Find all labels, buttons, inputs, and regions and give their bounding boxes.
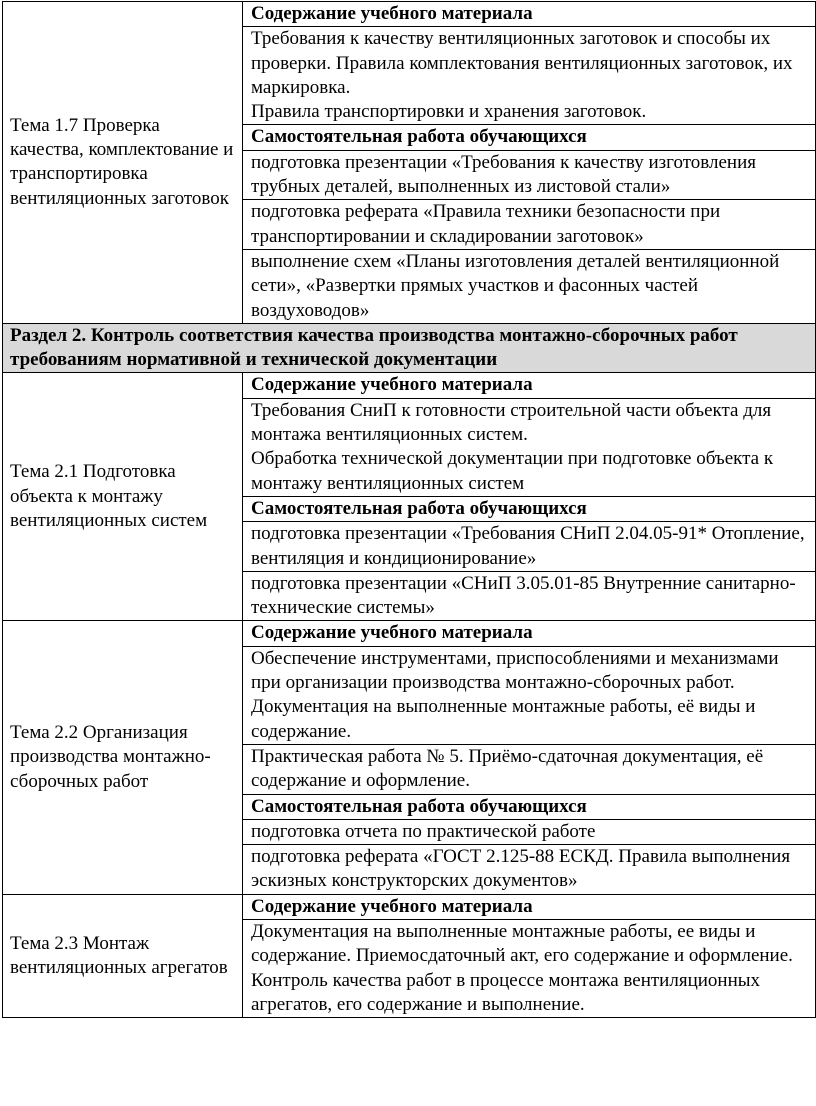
- content-paragraph: подготовка отчета по практической работе: [251, 820, 596, 842]
- content-paragraph: Требования СниП к готовности строительной части объекта для монтажа вентиляционных систем.: [251, 399, 772, 446]
- curriculum-table: [2, 1, 816, 1018]
- content-paragraph: Обработка технической документации при подготовке объекта к монтажу вентиляционных систем: [251, 448, 774, 494]
- section-title: Раздел 2. Контроль соответствия качества производства монтажно-сборочных работ требованиям нормативной и технической документации: [3, 323, 816, 373]
- content-text-cell: [243, 919, 816, 1017]
- content-paragraph: подготовка презентации «СНиП 3.05.01-85 Внутренние санитарно-технические системы»: [251, 572, 796, 619]
- topic-title: Тема 2.1 Подготовка объекта к монтажу вентиляционных систем: [3, 373, 243, 621]
- content-text-cell: [243, 646, 816, 744]
- content-header-cell: [243, 794, 816, 819]
- content-text-cell: [243, 819, 816, 844]
- content-header: Содержание учебного материала: [251, 3, 533, 24]
- content-paragraph: подготовка презентации «Требования к качеству изготовления трубных деталей, выполненных из листовой стали»: [251, 151, 757, 198]
- topic-content-row: [3, 373, 816, 398]
- topic-content-row: [3, 621, 816, 646]
- content-paragraph: Документация на выполненные монтажные работы, ее виды и содержание. Приемосдаточный акт, его содержание и оформление.: [251, 920, 793, 967]
- topic-title: Тема 2.2 Организация производства монтажно-сборочных работ: [3, 621, 243, 894]
- content-text-cell: [243, 200, 816, 250]
- content-header: Самостоятельная работа обучающихся: [251, 795, 587, 817]
- topic-content-row: [3, 2, 816, 27]
- content-paragraph: Правила транспортировки и хранения заготовок.: [251, 101, 647, 123]
- content-paragraph: Практическая работа № 5. Приёмо-сдаточная документация, её содержание и оформление.: [251, 745, 764, 792]
- content-text-cell: [243, 845, 816, 895]
- content-header-cell: [243, 621, 816, 646]
- content-header: Содержание учебного материала: [251, 622, 533, 644]
- content-header: Самостоятельная работа обучающихся: [251, 497, 587, 519]
- content-paragraph: Контроль качества работ в процессе монтажа вентиляционных агрегатов, его содержание и выполнение.: [251, 969, 761, 1015]
- content-paragraph: Обеспечение инструментами, приспособлениями и механизмами при организации производства монтажно-сборочных работ.: [251, 647, 779, 694]
- content-paragraph: выполнение схем «Планы изготовления деталей вентиляционной сети», «Развертки прямых участков и фасонных частей воздуховодов»: [251, 250, 780, 321]
- content-text-cell: [243, 571, 816, 621]
- section-row: [3, 323, 816, 373]
- content-text-cell: [243, 150, 816, 200]
- content-paragraph: Требования к качеству вентиляционных заготовок и способы их проверки. Правила комплектования вентиляционных заготовок, их маркировка.: [251, 28, 793, 98]
- content-paragraph: Документация на выполненные монтажные работы, её виды и содержание.: [251, 696, 756, 742]
- content-header-cell: [243, 125, 816, 150]
- content-header: Содержание учебного материала: [251, 895, 533, 917]
- content-header: Самостоятельная работа обучающихся: [251, 126, 587, 148]
- curriculum-table-body: [3, 2, 816, 1018]
- topic-title: Тема 1.7 Проверка качества, комплектование и транспортировка вентиляционных заготовок: [3, 2, 243, 324]
- content-header: Содержание учебного материала: [251, 374, 533, 396]
- content-header-cell: [243, 2, 816, 27]
- content-paragraph: подготовка реферата «Правила техники безопасности при транспортировании и складировании заготовок»: [251, 201, 721, 247]
- content-text-cell: [243, 27, 816, 125]
- content-text-cell: [243, 744, 816, 794]
- content-header-cell: [243, 894, 816, 919]
- content-header-cell: [243, 373, 816, 398]
- content-text-cell: [243, 522, 816, 572]
- content-header-cell: [243, 496, 816, 521]
- content-text-cell: [243, 249, 816, 323]
- content-paragraph: подготовка презентации «Требования СНиП 2.04.05-91* Отопление, вентиляция и кондиционирование»: [251, 523, 805, 569]
- content-text-cell: [243, 398, 816, 496]
- topic-title: Тема 2.3 Монтаж вентиляционных агрегатов: [3, 894, 243, 1017]
- content-paragraph: подготовка реферата «ГОСТ 2.125-88 ЕСКД. Правила выполнения эскизных конструкторских документов»: [251, 846, 791, 892]
- topic-content-row: [3, 894, 816, 919]
